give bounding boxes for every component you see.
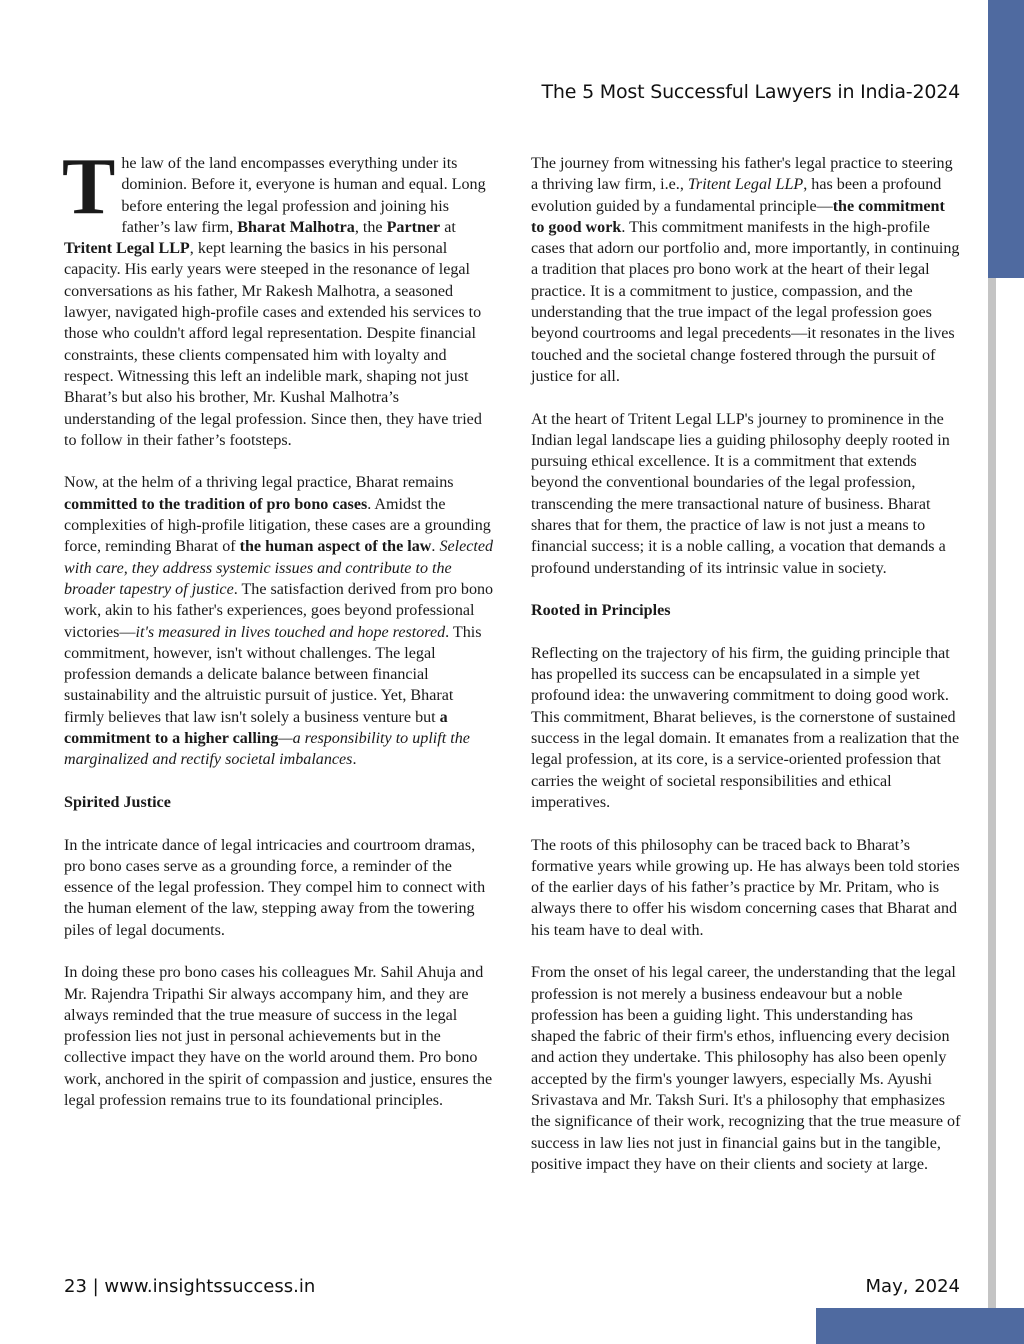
footer-page-url: 23 | www.insightssuccess.in <box>64 1276 316 1297</box>
paragraph: At the heart of Tritent Legal LLP's journey to prominence in the Indian legal landscape lies a guiding philosophy deeply rooted in pursuing ethical excellence. It is a commitment that extends beyond the conventional boundaries of the legal profession, transcending the mere transactional nature of business. Bharat shares that for them, the practice of law is not just a means to financial success; it is a noble calling, a vocation that demands a profound understanding of its intrinsic value in society. <box>531 410 950 577</box>
paragraph: The law of the land encompasses everything under its dominion. Before it, everyone is human and equal. Long before entering the legal profession and joining his father’s law firm, Bharat Malhotra, the Partner at Tritent Legal LLP, kept learning the basics in his personal capacity. His early years were steeped in the resonance of legal conversations as his father, Mr Rakesh Malhotra, a seasoned lawyer, navigated high-profile cases and extended his services to those who couldn't afford legal representation. Despite financial constraints, these clients compensated him with loyalty and respect. Witnessing this left an indelible mark, shaping not just Bharat’s but also his brother, Mr. Kushal Malhotra’s understanding of the legal profession. Since then, they have tried to follow in their father’s footsteps. <box>62 143 486 449</box>
section-heading: Rooted in Principles <box>531 602 671 620</box>
bold-text: Bharat Malhotra <box>237 218 355 236</box>
bold-text: Tritent Legal LLP <box>64 240 190 258</box>
paragraph: From the onset of his legal career, the understanding that the legal profession is not merely a business endeavour but a noble profession has been a guiding light. This understanding has shaped the fabric of their firm's ethos, influencing every decision and action they undertake. This philosophy has also been openly accepted by the firm's younger lawyers, especially Ms. Ayushi Srivastava and Mr. Taksh Suri. It's a philosophy that emphasizes the significance of their work, recognizing that the true measure of success in law lies not just in financial gains but in the tangible, positive impact they have on their clients and society at large. <box>531 964 961 1173</box>
bold-text: the commitment to good work <box>531 197 945 236</box>
paragraph: Now, at the helm of a thriving legal practice, Bharat remains committed to the tradition of pro bono cases. Amidst the complexities of high-profile litigation, these cases are a grounding force, reminding Bharat of the human aspect of the law. Selected with care, they address systemic issues and contribute to the broader tapestry of justice. The satisfaction derived from pro bono work, akin to his father's experiences, goes beyond professional victories—it's measured in lives touched and hope restored. This commitment, however, isn't without challenges. The legal profession demands a delicate balance between financial sustainability and the altruistic pursuit of justice. Yet, Bharat firmly believes that law isn't solely a business venture but a commitment to a higher calling—a responsibility to uplift the marginalized and rectify societal imbalances. <box>64 474 494 769</box>
paragraph: The roots of this philosophy can be traced back to Bharat’s formative years while growing up. He has always been told stories of the earlier days of his father’s practice by Mr. Pritam, who is always there to offer his wisdom concerning cases that Bharat and his team have to deal with. <box>531 836 960 939</box>
bold-text: committed to the tradition of pro bono cases <box>64 495 368 513</box>
page-header-title: The 5 Most Successful Lawyers in India-2024 <box>541 81 960 103</box>
italic-text: Selected with care, they address systemic issues and contribute to the broader tapestry of justice <box>64 538 494 598</box>
paragraph: The journey from witnessing his father's legal practice to steering a thriving law firm, i.e., Tritent Legal LLP, has been a profound evolution guided by a fundamental principle—the commitment to good work. This commitment manifests in the high-profile cases that adorn our portfolio and, more importantly, in continuing a tradition that places pro bono work at the heart of their legal practice. It is a commitment to justice, compassion, and the understanding that the true impact of the legal profession goes beyond courtrooms and legal precedents—it resonates in the lives touched and the societal change fostered through the pursuit of justice for all. <box>531 155 960 385</box>
paragraph: Reflecting on the trajectory of his firm, the guiding principle that has propelled its success can be encapsulated in a simple yet profound idea: the unwavering commitment to doing good work. This commitment, Bharat believes, is the cornerstone of sustained success in the legal domain. It emanates from a realization that the legal profession, at its core, is a service-oriented profession that carries the weight of societal responsibilities and ethical imperatives. <box>531 644 960 811</box>
right-column <box>531 153 961 1197</box>
footer-date: May, 2024 <box>865 1276 960 1297</box>
paragraph: In the intricate dance of legal intricacies and courtroom dramas, pro bono cases serve as a grounding force, a reminder of the essence of the legal profession. They compel him to connect with the human element of the law, stepping away from the towering piles of legal documents. <box>64 836 486 939</box>
decorative-side-line <box>988 278 996 1344</box>
italic-text: it's measured in lives touched and hope restored <box>135 623 446 641</box>
bold-text: Partner <box>386 218 441 236</box>
paragraph: In doing these pro bono cases his colleagues Mr. Sahil Ahuja and Mr. Rajendra Tripathi Sir always accompany him, and they are always reminded that the true measure of success in the legal profession lies not just in personal achievements but in the collective impact they have on the world around them. Pro bono work, anchored in the spirit of compassion and justice, ensures the legal profession remains true to its foundational principles. <box>64 964 493 1110</box>
decorative-bottom-block <box>816 1308 1024 1344</box>
bold-text: the human aspect of the law <box>239 538 432 556</box>
decorative-side-bar <box>988 0 1024 278</box>
bold-text: a commitment to a higher calling <box>64 708 448 748</box>
left-column <box>62 143 494 1133</box>
italic-text: a responsibility to uplift the marginalized and rectify societal imbalances <box>64 730 470 769</box>
drop-cap: T <box>62 143 116 231</box>
section-heading: Spirited Justice <box>64 793 171 811</box>
italic-text: Tritent Legal LLP <box>687 176 804 194</box>
